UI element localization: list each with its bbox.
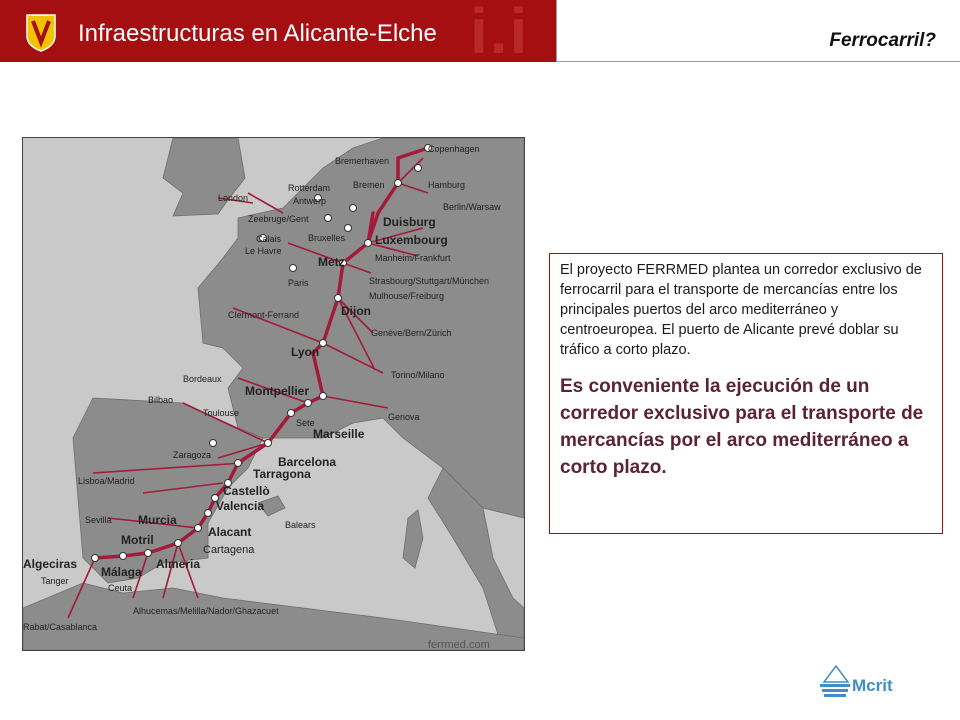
header-band bbox=[0, 0, 556, 62]
map-svg bbox=[23, 138, 524, 650]
map-label-sevilla: Sevilla bbox=[85, 515, 112, 525]
map-label-bremerhaven: Bremerhaven bbox=[335, 156, 390, 166]
map-label-lehavre: Le Havre bbox=[245, 246, 282, 256]
map-label-copenhagen: Copenhagen bbox=[428, 144, 480, 154]
map-label-tanger: Tanger bbox=[41, 576, 69, 586]
map-label-murcia: Murcia bbox=[138, 513, 177, 527]
map-label-malaga: Málaga bbox=[101, 565, 142, 579]
map-label-castello: Castellò bbox=[223, 484, 270, 498]
map-label-strasbourg: Strasbourg/Stuttgart/München bbox=[369, 276, 490, 286]
map-label-barcelona: Barcelona bbox=[278, 455, 337, 469]
map-label-motril: Motril bbox=[121, 533, 154, 547]
map-credit: ferrmed.com bbox=[428, 639, 490, 650]
map-label-clermont: Clermont-Ferrand bbox=[228, 310, 300, 320]
map-label-rotterdam: Rotterdam bbox=[288, 183, 331, 193]
map-label-antwerp: Antwerp bbox=[293, 196, 327, 206]
map-label-cartagena: Cartagena bbox=[203, 544, 255, 556]
map-label-london: London bbox=[218, 193, 249, 203]
map-label-lisboa: Lisboa/Madrid bbox=[78, 476, 135, 486]
map-label-alhucemas: Alhucemas/Melilla/Nador/Ghazacuet bbox=[133, 606, 279, 616]
header-right-panel bbox=[556, 0, 960, 62]
map-label-bordeaux: Bordeaux bbox=[183, 374, 222, 384]
map-label-almeria: Almeria bbox=[156, 557, 201, 571]
institution-logo bbox=[24, 12, 58, 52]
map-label-ceuta: Ceuta bbox=[108, 583, 133, 593]
map-label-zeebrugge: Zeebruge/Gent bbox=[248, 214, 309, 224]
map-label-tarragona: Tarragona bbox=[253, 467, 311, 481]
map-label-toulouse: Toulouse bbox=[203, 408, 240, 418]
map-label-torino: Torino/Milano bbox=[391, 370, 445, 380]
map-label-luxembourg: Luxembourg bbox=[375, 233, 448, 247]
map-label-algeciras: Algeciras bbox=[23, 557, 78, 571]
page-title: Infraestructuras en Alicante-Elche bbox=[78, 20, 437, 47]
info-emphasis-text: Es conveniente la ejecución de un corredor exclusivo para el transporte de mercancías por el arco mediterráneo a corto plazo. bbox=[560, 376, 924, 478]
map-label-alacant: Alacant bbox=[208, 525, 252, 539]
info-body-text: El proyecto FERRMED plantea un corredor exclusivo de ferrocarril para el transporte de mercancías entre los principales puertos del arco mediterráneo y centroeuropea. El puerto de Alicante prevé doblar su tráfico a corto plazo. bbox=[560, 262, 922, 358]
map-label-bilbao: Bilbao bbox=[148, 395, 174, 405]
map-label-rabat: Rabat/Casablanca bbox=[23, 622, 98, 632]
map-label-calais: Calais bbox=[256, 234, 282, 244]
map-label-lyon: Lyon bbox=[291, 345, 320, 359]
section-title: Ferrocarril? bbox=[829, 30, 936, 51]
map-label-geneve: Genève/Bern/Zürich bbox=[371, 328, 452, 338]
map-label-metz: Metz bbox=[318, 255, 345, 269]
header-watermark: i.i bbox=[470, 0, 530, 62]
map-label-paris: Paris bbox=[288, 278, 309, 288]
map-label-mulhouse: Mulhouse/Freiburg bbox=[369, 291, 445, 301]
map-label-duisburg: Duisburg bbox=[383, 215, 436, 229]
map-label-marseille: Marseille bbox=[313, 427, 365, 441]
ferrmed-corridor-map bbox=[22, 137, 525, 651]
map-label-berlin: Berlin/Warsaw bbox=[443, 202, 501, 212]
info-box bbox=[549, 253, 943, 534]
map-label-genova: Genova bbox=[388, 412, 420, 422]
map-label-valencia: Valencia bbox=[216, 499, 265, 513]
map-label-bruxelles: Bruxelles bbox=[308, 233, 346, 243]
map-label-bremen: Bremen bbox=[353, 180, 385, 190]
map-label-sete: Sete bbox=[296, 418, 315, 428]
map-label-hamburg: Hamburg bbox=[428, 180, 466, 190]
map-label-dijon: Dijon bbox=[341, 304, 371, 318]
mcrit-logo-text: Mcrit bbox=[852, 676, 893, 695]
map-label-montpellier: Montpellier bbox=[245, 384, 310, 398]
map-label-balears: Balears bbox=[285, 520, 316, 530]
map-label-manheim: Manheim/Frankfurt bbox=[375, 253, 451, 263]
map-label-zaragoza: Zaragoza bbox=[173, 450, 212, 460]
